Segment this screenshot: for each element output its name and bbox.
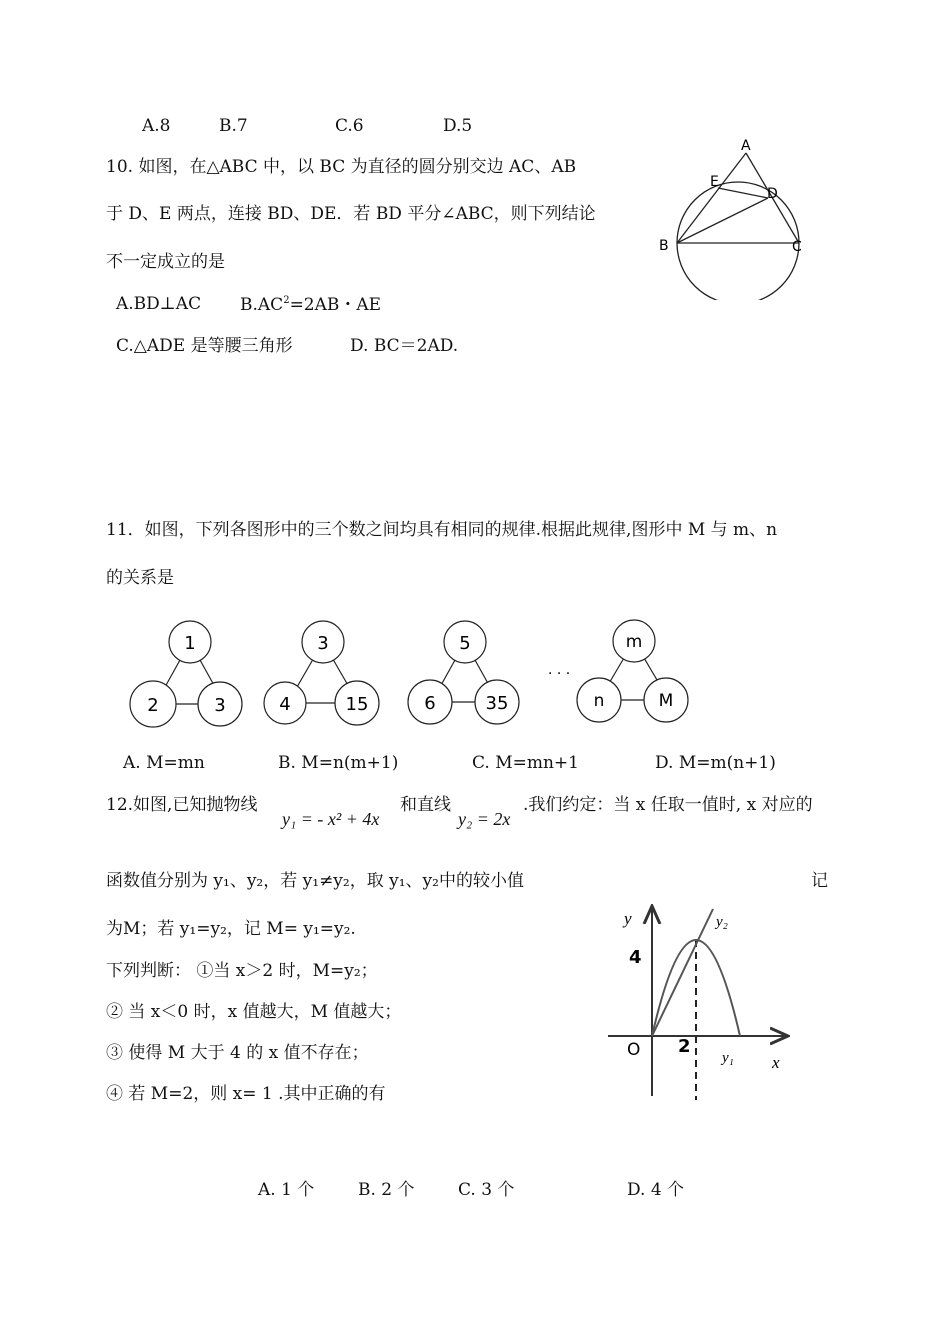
- q11-fig4-left: n: [593, 691, 605, 711]
- graph-tick-x: 2: [678, 1036, 691, 1057]
- q11-fig1-left: 2: [147, 695, 159, 716]
- q11-option-a: A. M=mn: [123, 753, 205, 773]
- q11-fig3-right: 35: [485, 693, 509, 714]
- q10-option-b: [240, 296, 381, 314]
- q11-figure-3: [408, 621, 519, 724]
- q10-option-c: C.△ADE 是等腰三角形: [116, 336, 293, 356]
- q10-segment-de: [718, 188, 768, 198]
- q12-intro: 12.如图,已知抛物线: [106, 795, 258, 815]
- q11-line-1: 11．如图，下列各图形中的三个数之间均具有相同的规律.根据此规律,图形中 M 与 m、n: [106, 520, 778, 540]
- q12-function-graph: [600, 900, 800, 1100]
- q11-ellipsis: · · ·: [548, 666, 571, 682]
- graph-curve2-label: y₂: [716, 914, 728, 930]
- q11-fig1-right: 3: [214, 695, 226, 716]
- q9-option-d: D.5: [443, 116, 473, 136]
- q12-statement-3: ③ 使得 M 大于 4 的 x 值不存在；: [106, 1043, 369, 1063]
- q12-line-3: 为M；若 y₁=y₂，记 M= y₁=y₂.: [106, 919, 356, 939]
- q10-label-d: D: [767, 186, 778, 202]
- q12-option-c: C. 3 个: [458, 1180, 515, 1200]
- q10-segment-ba: [677, 153, 746, 243]
- q10-line-1: 10. 如图，在△ABC 中，以 BC 为直径的圆分别交边 AC、AB: [106, 157, 577, 177]
- q10-line-2: 于 D、E 两点，连接 BD、DE．若 BD 平分∠ABC，则下列结论: [106, 204, 596, 224]
- q12-parabola-equation: y₁ = - x² + 4x: [282, 809, 380, 829]
- q11-fig2-top: 3: [317, 633, 329, 654]
- q12-line-2: 函数值分别为 y₁、y₂，若 y₁≠y₂，取 y₁、y₂中的较小值: [106, 871, 524, 891]
- q9-option-c: C.6: [335, 116, 364, 136]
- q11-option-b: B. M=n(m+1): [278, 753, 399, 773]
- graph-origin-label: O: [627, 1040, 641, 1060]
- q11-fig3-left: 6: [424, 693, 436, 714]
- q11-fig2-left: 4: [279, 694, 291, 715]
- q10-label-b: B: [659, 238, 669, 254]
- q12-option-b: B. 2 个: [358, 1180, 415, 1200]
- q11-fig2-right: 15: [345, 694, 369, 715]
- q12-statement-intro: 下列判断： ①当 x＞2 时，M=y₂；: [106, 961, 378, 981]
- q9-option-b: B.7: [219, 116, 248, 136]
- graph-tick-y: 4: [629, 947, 642, 968]
- q10-option-b-sup: 2: [283, 295, 290, 306]
- q11-figure-4: [577, 620, 688, 722]
- q11-fig4-right: M: [658, 691, 674, 711]
- graph-curve1-label: y₁: [722, 1050, 734, 1066]
- q10-option-a: A.BD⊥AC: [116, 294, 202, 314]
- q11-figures: [120, 615, 700, 735]
- q12-line-2-end: 记: [811, 871, 828, 891]
- q12-option-a: A. 1 个: [258, 1180, 315, 1200]
- q11-fig4-top: m: [625, 632, 643, 652]
- graph-x-label: x: [772, 1053, 780, 1072]
- q12-tail: .我们约定：当 x 任取一值时, x 对应的: [523, 795, 813, 815]
- q10-label-c: C: [792, 239, 802, 255]
- graph-y-label: y: [624, 909, 632, 928]
- q12-statement-2: ② 当 x＜0 时，x 值越大，M 值越大；: [106, 1002, 402, 1022]
- q11-option-d: D. M=m(n+1): [655, 753, 776, 773]
- q10-label-e: E: [710, 174, 719, 190]
- q9-option-a: A.8: [142, 116, 171, 136]
- line-y2: [652, 909, 713, 1036]
- q11-line-2: 的关系是: [106, 568, 174, 588]
- q12-mid: 和直线: [400, 795, 451, 815]
- q12-option-d: D. 4 个: [627, 1180, 685, 1200]
- q12-statement-4: ④ 若 M=2，则 x= 1 .其中正确的有: [106, 1084, 386, 1104]
- q10-geometry-figure: [650, 130, 810, 300]
- q10-option-b-post: =2AB・AE: [289, 295, 382, 315]
- q12-line-equation: y₂ = 2x: [458, 809, 511, 829]
- q10-circle: [677, 182, 799, 300]
- q11-figure-2: [264, 621, 379, 725]
- q11-option-c: C. M=mn+1: [472, 753, 579, 773]
- q10-option-d: D. BC＝2AD.: [350, 336, 459, 356]
- q11-fig3-top: 5: [459, 633, 471, 654]
- q10-line-3: 不一定成立的是: [106, 252, 225, 272]
- q11-fig1-top: 1: [184, 633, 196, 654]
- q10-label-a: A: [741, 138, 751, 154]
- q10-option-b-pre: B.AC: [240, 295, 284, 315]
- q11-figure-1: [130, 621, 242, 727]
